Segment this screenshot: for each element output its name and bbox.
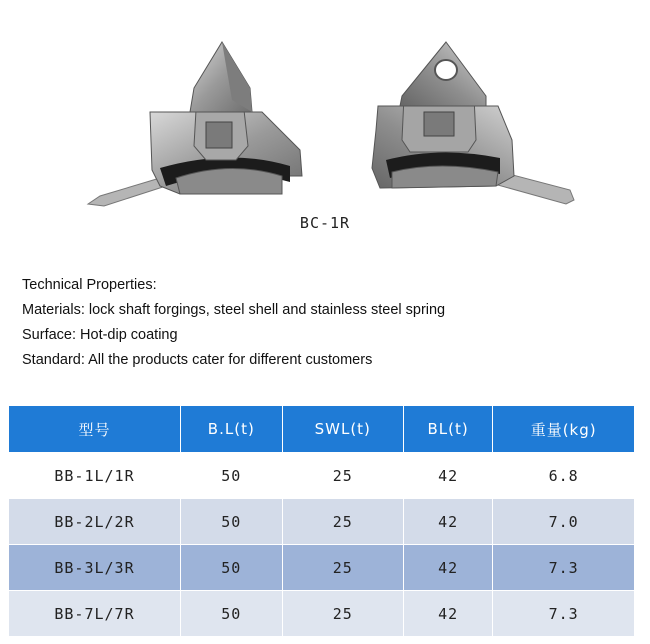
cell-breaking-load: 50 — [180, 545, 282, 591]
cell-weight: 6.8 — [493, 453, 635, 499]
cell-model: BB-7L/7R — [9, 591, 181, 637]
cell-bl: 42 — [403, 545, 492, 591]
properties-heading: Technical Properties: — [22, 277, 157, 293]
properties-standard: Standard: All the products cater for different customers — [22, 352, 373, 368]
cell-bl: 42 — [403, 453, 492, 499]
cell-swl: 25 — [282, 499, 403, 545]
header-bl: BL(t) — [403, 406, 492, 453]
cell-model: BB-1L/1R — [9, 453, 181, 499]
cell-breaking-load: 50 — [180, 591, 282, 637]
header-swl: SWL(t) — [282, 406, 403, 453]
cell-swl: 25 — [282, 453, 403, 499]
cell-swl: 25 — [282, 591, 403, 637]
cell-breaking-load: 50 — [180, 499, 282, 545]
cell-breaking-load: 50 — [180, 453, 282, 499]
header-model: 型号 — [9, 406, 181, 453]
cell-bl: 42 — [403, 591, 492, 637]
table-row — [9, 545, 635, 591]
header-weight: 重量(kg) — [493, 406, 635, 453]
properties-surface: Surface: Hot-dip coating — [22, 327, 178, 343]
cell-model: BB-2L/2R — [9, 499, 181, 545]
cell-swl: 25 — [282, 545, 403, 591]
cell-weight: 7.0 — [493, 499, 635, 545]
cell-weight: 7.3 — [493, 545, 635, 591]
properties-materials: Materials: lock shaft forgings, steel shell and stainless steel spring — [22, 302, 446, 318]
twistlock-right-image — [372, 42, 574, 204]
product-caption: BC-1R — [299, 214, 351, 232]
cell-model: BB-3L/3R — [9, 545, 181, 591]
header-breaking-load: B.L(t) — [180, 406, 282, 453]
technical-properties — [22, 273, 445, 373]
specification-table — [8, 405, 635, 637]
cell-weight: 7.3 — [493, 591, 635, 637]
table-header-row — [9, 406, 635, 453]
cell-bl: 42 — [403, 499, 492, 545]
table-row — [9, 591, 635, 637]
table-row — [9, 499, 635, 545]
table-row — [9, 453, 635, 499]
twistlock-left-image — [88, 42, 302, 206]
